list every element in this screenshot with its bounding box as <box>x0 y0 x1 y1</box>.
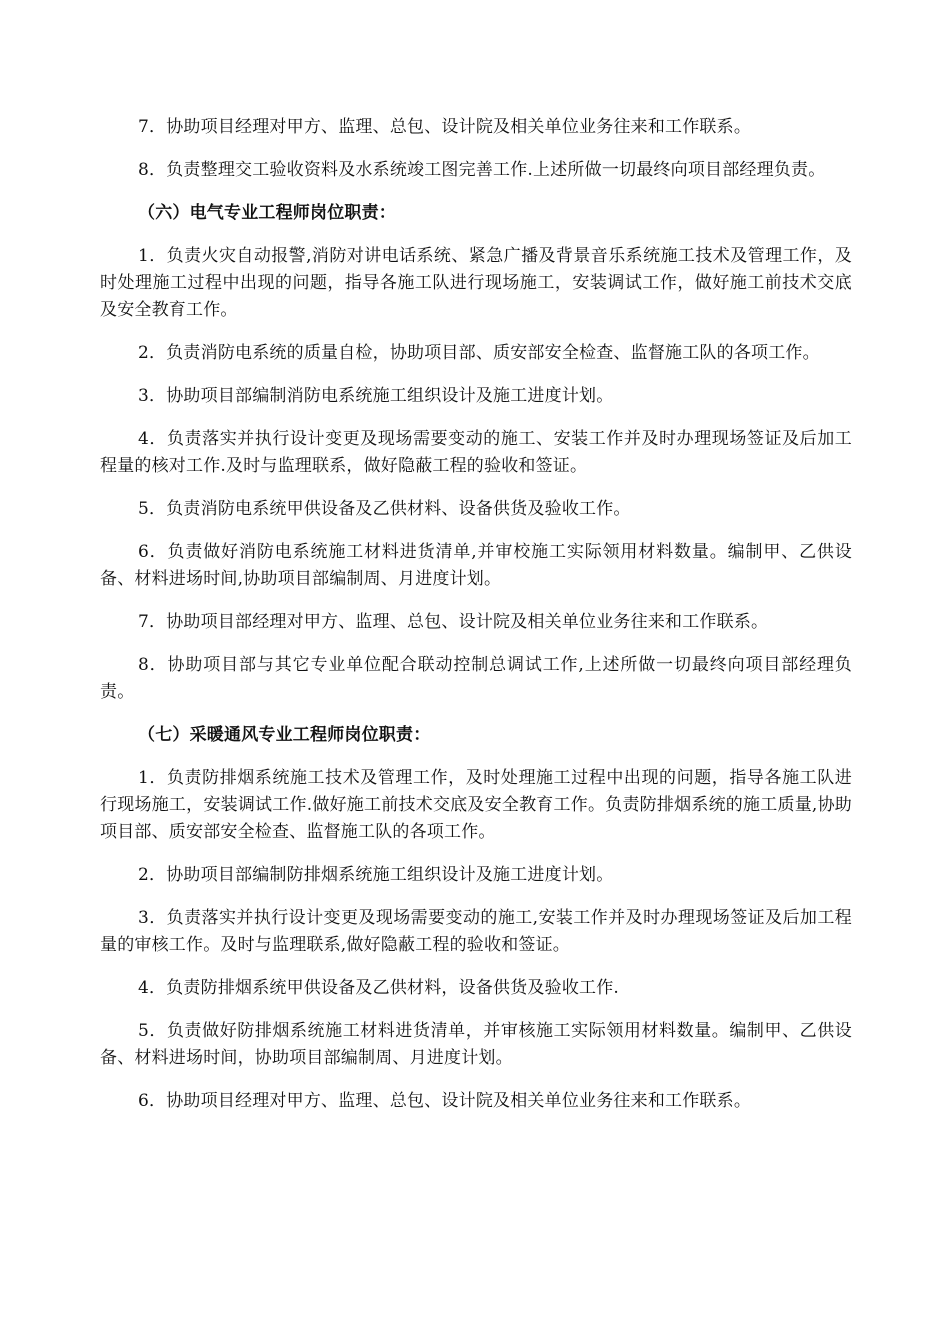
paragraph-8-handover-docs: 8．负责整理交工验收资料及水系统竣工图完善工作.上述所做一切最终向项目部经理负责。 <box>138 160 826 180</box>
paragraph-hvac-3: 3．负责落实并执行设计变更及现场需要变动的施工,安装工作并及时办理现场签证及后加工程量的审核工作。及时与监理联系,做好隐蔽工程的验收和签证。 <box>100 908 852 955</box>
paragraph-electrical-4: 4．负责落实并执行设计变更及现场需要变动的施工、安装工作并及时办理现场签证及后加工程量的核对工作.及时与监理联系，做好隐蔽工程的验收和签证。 <box>100 429 852 476</box>
paragraph-electrical-2: 2．负责消防电系统的质量自检，协助项目部、质安部安全检查、监督施工队的各项工作。 <box>138 343 820 363</box>
paragraph-electrical-7: 7．协助项目部经理对甲方、监理、总包、设计院及相关单位业务往来和工作联系。 <box>138 612 769 632</box>
paragraph-hvac-6: 6．协助项目经理对甲方、监理、总包、设计院及相关单位业务往来和工作联系。 <box>138 1091 752 1111</box>
section-heading-hvac: （七）采暖通风专业工程师岗位职责： <box>138 725 431 745</box>
paragraph-hvac-4: 4．负责防排烟系统甲供设备及乙供材料，设备供货及验收工作. <box>138 978 620 998</box>
paragraph-electrical-8: 8．协助项目部与其它专业单位配合联动控制总调试工作,上述所做一切最终向项目部经理负责。 <box>100 655 852 702</box>
section-heading-electrical: （六）电气专业工程师岗位职责： <box>138 203 396 223</box>
paragraph-hvac-2: 2．协助项目部编制防排烟系统施工组织设计及施工进度计划。 <box>138 865 614 885</box>
paragraph-electrical-6: 6．负责做好消防电系统施工材料进货清单,并审校施工实际领用材料数量。编制甲、乙供设备、材料进场时间,协助项目部编制周、月进度计划。 <box>100 542 852 589</box>
paragraph-electrical-5: 5．负责消防电系统甲供设备及乙供材料、设备供货及验收工作。 <box>138 499 631 519</box>
paragraph-hvac-1: 1．负责防排烟系统施工技术及管理工作，及时处理施工过程中出现的问题，指导各施工队进行现场施工，安装调试工作.做好施工前技术交底及安全教育工作。负责防排烟系统的施工质量,协助项目部、质安部安全检查、监督施工队的各项工作。 <box>100 768 852 842</box>
paragraph-7-liaison-water: 7．协助项目经理对甲方、监理、总包、设计院及相关单位业务往来和工作联系。 <box>138 117 752 137</box>
paragraph-electrical-1: 1．负责火灾自动报警,消防对讲电话系统、紧急广播及背景音乐系统施工技术及管理工作，及时处理施工过程中出现的问题，指导各施工队进行现场施工，安装调试工作，做好施工前技术交底及安全教育工作。 <box>100 246 852 320</box>
paragraph-electrical-3: 3．协助项目部编制消防电系统施工组织设计及施工进度计划。 <box>138 386 614 406</box>
document-body <box>100 114 852 1131</box>
paragraph-hvac-5: 5．负责做好防排烟系统施工材料进货清单，并审核施工实际领用材料数量。编制甲、乙供设备、材料进场时间，协助项目部编制周、月进度计划。 <box>100 1021 852 1068</box>
